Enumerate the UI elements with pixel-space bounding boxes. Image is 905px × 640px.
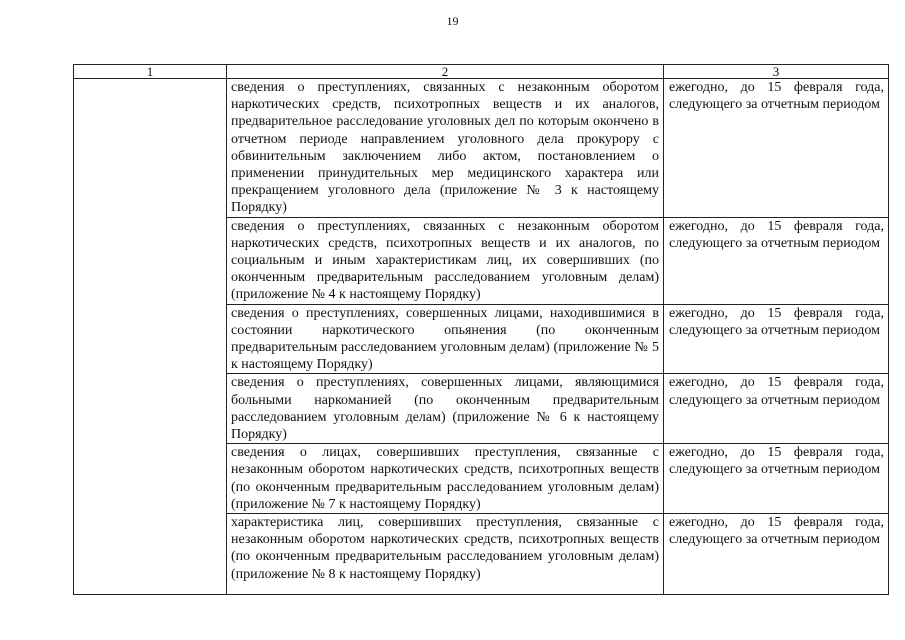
table-cell-description: сведения о преступлениях, совершенных лицами, являющимися больными наркоманией (по оконченным предварительным расследованием уголовным делам) (приложение № 6 к настоящему Порядку) xyxy=(227,374,664,444)
table-cell-term: ежегодно, до 15 февраля года, следующего за отчетным периодом xyxy=(664,444,889,514)
table-cell-term: ежегодно, до 15 февраля года, следующего за отчетным периодом xyxy=(664,304,889,374)
table-cell-term: ежегодно, до 15 февраля года, следующего за отчетным периодом xyxy=(664,374,889,444)
table-row xyxy=(74,374,889,444)
table-row xyxy=(74,79,889,218)
table-cell-empty xyxy=(74,217,227,304)
page-number: 19 xyxy=(446,14,459,28)
table-cell-term: ежегодно, до 15 февраля года, следующего за отчетным периодом xyxy=(664,217,889,304)
table-cell-description: сведения о лицах, совершивших преступления, связанные с незаконным оборотом наркотических средств, психотропных веществ (по оконченным предварительным расследованием уголовным делам) (приложение № 7 к настоящему Порядку) xyxy=(227,444,664,514)
table-cell-term: ежегодно, до 15 февраля года, следующего за отчетным периодом xyxy=(664,514,889,595)
table-row xyxy=(74,217,889,304)
table-cell-description: сведения о преступлениях, связанных с незаконным оборотом наркотических средств, психотропных веществ и их аналогов, по социальным и иным характеристикам лиц, их совершивших (по оконченным предварительным расследованием уголовным делам) (приложение № 4 к настоящему Порядку) xyxy=(227,217,664,304)
table-cell-term: ежегодно, до 15 февраля года, следующего за отчетным периодом xyxy=(664,79,889,218)
table-cell-description: сведения о преступлениях, совершенных лицами, находившимися в состоянии наркотического опьянения (по оконченным предварительным расследованием уголовным делам) (приложение № 5 к настоящему Порядку) xyxy=(227,304,664,374)
table-row xyxy=(74,304,889,374)
table-cell-empty xyxy=(74,444,227,514)
table-cell-empty xyxy=(74,304,227,374)
column-header-3: 3 xyxy=(664,65,889,79)
table-cell-empty xyxy=(74,79,227,218)
table-cell-empty xyxy=(74,514,227,595)
reporting-table xyxy=(73,64,889,595)
table-header-row xyxy=(74,65,889,79)
table-row xyxy=(74,444,889,514)
table-cell-description: характеристика лиц, совершивших преступления, связанные с незаконным оборотом наркотических средств, психотропных веществ (по оконченным предварительным расследованием уголовным делам) (приложение № 8 к настоящему Порядку) xyxy=(227,514,664,595)
column-header-1: 1 xyxy=(74,65,227,79)
table-row xyxy=(74,514,889,595)
table-cell-description: сведения о преступлениях, связанных с незаконным оборотом наркотических средств, психотропных веществ и их аналогов, предварительное расследование уголовных дел по которым окончено в отчетном периоде направлением уголовного дела прокурору с обвинительным заключением либо актом, постановлением о применении принудительных мер медицинского характера или прекращением уголовного дела (приложение № 3 к настоящему Порядку) xyxy=(227,79,664,218)
table-cell-empty xyxy=(74,374,227,444)
column-header-2: 2 xyxy=(227,65,664,79)
